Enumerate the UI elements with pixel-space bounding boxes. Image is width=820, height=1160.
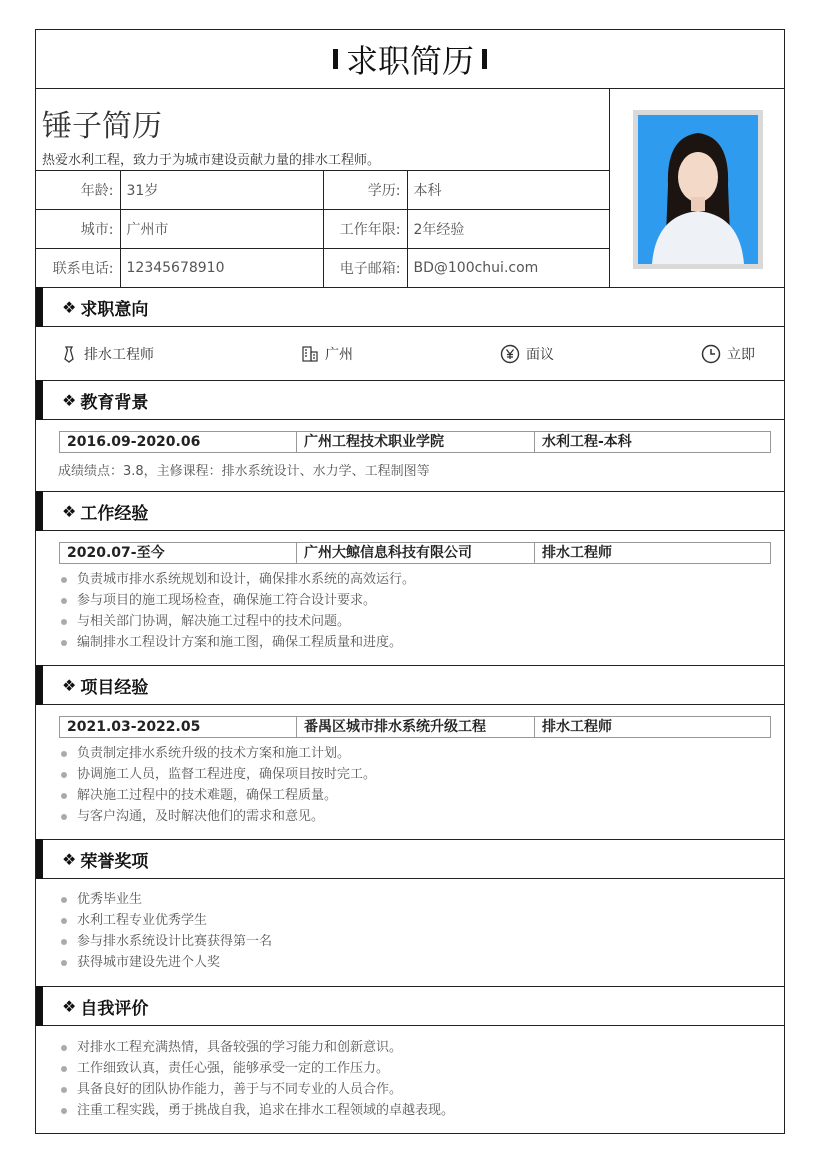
section-honors-header bbox=[36, 839, 784, 879]
title-bar bbox=[36, 30, 784, 89]
profile-section bbox=[36, 89, 784, 288]
intent-salary-text: 面议 bbox=[526, 347, 554, 363]
title-bar-right-mark bbox=[482, 49, 487, 69]
project-role: 排水工程师 bbox=[542, 719, 612, 735]
section-title: 项目经验 bbox=[80, 677, 149, 698]
intent-position bbox=[60, 344, 154, 364]
list-item: 工作细致认真，责任心强，能够承受一定的工作压力。 bbox=[58, 1058, 454, 1079]
section-title: 教育背景 bbox=[80, 392, 149, 413]
section-title: 求职意向 bbox=[80, 299, 149, 320]
honors-list bbox=[58, 889, 272, 973]
project-row bbox=[59, 716, 771, 738]
section-mark bbox=[36, 380, 43, 420]
intent-start-text: 立即 bbox=[727, 347, 755, 363]
section-mark bbox=[36, 491, 43, 531]
section-education-header bbox=[36, 380, 784, 420]
info-value-age: 31岁 bbox=[120, 171, 323, 210]
title-bar-left-mark bbox=[333, 49, 338, 69]
diamond-icon: ❖ bbox=[62, 501, 77, 521]
diamond-icon: ❖ bbox=[62, 849, 77, 869]
education-major: 水利工程-本科 bbox=[542, 434, 632, 450]
section-title: 荣誉奖项 bbox=[80, 851, 149, 872]
info-label-age: 年龄: bbox=[36, 171, 120, 210]
section-mark bbox=[36, 986, 43, 1026]
yen-icon bbox=[500, 344, 520, 364]
clock-icon bbox=[701, 344, 721, 364]
section-title: 自我评价 bbox=[80, 998, 149, 1019]
work-role: 排水工程师 bbox=[542, 545, 612, 561]
profile-info bbox=[36, 89, 610, 287]
work-duties bbox=[58, 569, 415, 653]
diamond-icon: ❖ bbox=[62, 996, 77, 1016]
intent-city-text: 广州 bbox=[325, 347, 353, 363]
section-self-header bbox=[36, 986, 784, 1026]
intent-start bbox=[701, 344, 755, 364]
list-item: 具备良好的团队协作能力，善于与不同专业的人员合作。 bbox=[58, 1079, 454, 1100]
list-item: 负责制定排水系统升级的技术方案和施工计划。 bbox=[58, 743, 376, 764]
work-row bbox=[59, 542, 771, 564]
list-item: 获得城市建设先进个人奖 bbox=[58, 952, 272, 973]
info-label-city: 城市: bbox=[36, 210, 120, 249]
intent-salary bbox=[500, 344, 554, 364]
info-row bbox=[36, 171, 609, 210]
list-item: 协调施工人员，监督工程进度，确保项目按时完工。 bbox=[58, 764, 376, 785]
info-value-city: 广州市 bbox=[120, 210, 323, 249]
section-work-header bbox=[36, 491, 784, 531]
intent-city bbox=[301, 344, 353, 364]
candidate-name: 锤子简历 bbox=[42, 109, 162, 144]
list-item: 与客户沟通，及时解决他们的需求和意见。 bbox=[58, 806, 376, 827]
education-period: 2016.09-2020.06 bbox=[60, 432, 297, 452]
info-row bbox=[36, 210, 609, 249]
section-project-header bbox=[36, 665, 784, 705]
list-item: 与相关部门协调，解决施工过程中的技术问题。 bbox=[58, 611, 415, 632]
portrait-illustration bbox=[638, 115, 758, 264]
page-title: 求职简历 bbox=[345, 42, 474, 80]
education-school: 广州工程技术职业学院 bbox=[297, 432, 535, 452]
education-detail: 成绩绩点：3.8，主修课程：排水系统设计、水力学、工程制图等 bbox=[58, 464, 430, 479]
work-company: 广州大鲸信息科技有限公司 bbox=[297, 543, 535, 563]
section-title: 工作经验 bbox=[80, 503, 149, 524]
info-label-email: 电子邮箱: bbox=[323, 249, 407, 288]
info-value-education: 本科 bbox=[407, 171, 609, 210]
list-item: 优秀毕业生 bbox=[58, 889, 272, 910]
education-row bbox=[59, 431, 771, 453]
work-period: 2020.07-至今 bbox=[60, 543, 297, 563]
tie-icon bbox=[60, 345, 78, 363]
diamond-icon: ❖ bbox=[62, 297, 77, 317]
list-item: 解决施工过程中的技术难题，确保工程质量。 bbox=[58, 785, 376, 806]
project-period: 2021.03-2022.05 bbox=[60, 717, 297, 737]
project-name: 番禺区城市排水系统升级工程 bbox=[297, 717, 535, 737]
intent-position-text: 排水工程师 bbox=[84, 347, 154, 363]
info-value-years: 2年经验 bbox=[407, 210, 609, 249]
info-label-education: 学历: bbox=[323, 171, 407, 210]
list-item: 对排水工程充满热情，具备较强的学习能力和创新意识。 bbox=[58, 1037, 454, 1058]
job-intent bbox=[36, 327, 784, 380]
info-value-phone: 12345678910 bbox=[120, 249, 323, 288]
list-item: 参与项目的施工现场检查，确保施工符合设计要求。 bbox=[58, 590, 415, 611]
section-mark bbox=[36, 839, 43, 879]
self-evaluation-list bbox=[58, 1037, 454, 1121]
resume-frame bbox=[35, 29, 785, 1134]
list-item: 参与排水系统设计比赛获得第一名 bbox=[58, 931, 272, 952]
section-intent-header bbox=[36, 287, 784, 327]
building-icon bbox=[301, 345, 319, 363]
info-row bbox=[36, 249, 609, 288]
info-value-email: BD@100chui.com bbox=[407, 249, 609, 288]
info-label-years: 工作年限: bbox=[323, 210, 407, 249]
diamond-icon: ❖ bbox=[62, 390, 77, 410]
section-mark bbox=[36, 287, 43, 327]
photo-frame bbox=[633, 110, 763, 269]
basic-info-table bbox=[36, 170, 609, 288]
list-item: 注重工程实践，勇于挑战自我，追求在排水工程领域的卓越表现。 bbox=[58, 1100, 454, 1121]
candidate-photo bbox=[638, 115, 758, 264]
section-mark bbox=[36, 665, 43, 705]
list-item: 水利工程专业优秀学生 bbox=[58, 910, 272, 931]
diamond-icon: ❖ bbox=[62, 675, 77, 695]
list-item: 负责城市排水系统规划和设计，确保排水系统的高效运行。 bbox=[58, 569, 415, 590]
list-item: 编制排水工程设计方案和施工图，确保工程质量和进度。 bbox=[58, 632, 415, 653]
project-duties bbox=[58, 743, 376, 827]
candidate-motto: 热爱水利工程，致力于为城市建设贡献力量的排水工程师。 bbox=[42, 153, 381, 168]
info-label-phone: 联系电话: bbox=[36, 249, 120, 288]
